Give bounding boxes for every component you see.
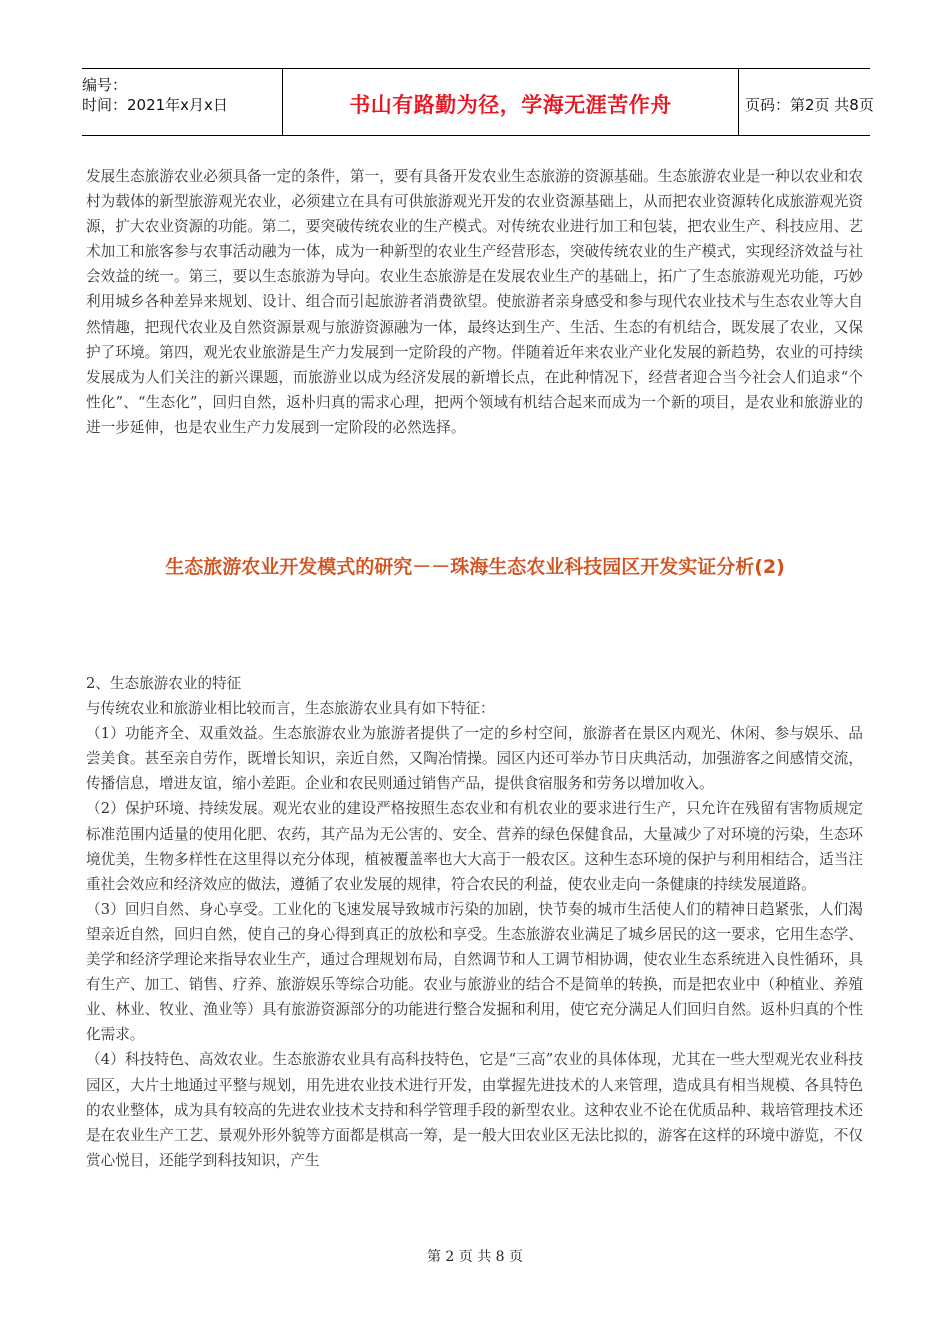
page-header [82,68,874,136]
body-section [86,671,863,1173]
section-title: 生态旅游农业开发模式的研究－－珠海生态农业科技园区开发实证分析(2) [165,556,785,578]
header-motto-cell [282,69,739,135]
page-footer: 第 2 页 共 8 页 [426,1249,524,1265]
body-heading: 2、生态旅游农业的特征 [86,675,242,692]
feature-item-4: （4）科技特色、高效农业。生态旅游农业具有高科技特色，它是“三高”农业的具体体现，尤其在一些大型观光农业科技园区，大片土地通过平整与规划，用先进农业技术进行开发，由掌握先进技术的人来管理，造成具有相当规模、各具特色的农业整体，成为具有较高的先进农业技术支持和科学管理手段的新型农业。这种农业不论在优质品种、栽培管理技术还是在农业生产工艺、景观外形外貌等方面都是棋高一筹，是一般大田农业区无法比拟的，游客在这样的环境中游览，不仅赏心悦目，还能学到科技知识，产生 [86,1051,863,1169]
feature-item-2: （2）保护环境、持续发展。观光农业的建设严格按照生态农业和有机农业的要求进行生产，只允许在残留有害物质规定标准范围内适量的使用化肥、农药，其产品为无公害的、安全、营养的绿色保健食品，大量减少了对环境的污染，生态环境优美，生物多样性在这里得以充分体现，植被覆盖率也大大高于一般农区。这种生态环境的保护与利用相结合，适当注重社会效应和经济效应的做法，遵循了农业发展的规律，符合农民的利益，使农业走向一条健康的持续发展道路。 [86,800,863,893]
motto: 书山有路勤为径，学海无涯苦作舟 [349,93,672,117]
header-meta [82,69,282,135]
date-label: 时间：2021年x月x日 [82,96,228,114]
page-label: 页码：第2页 共8页 [745,96,874,114]
feature-item-3: （3）回归自然、身心享受。工业化的飞速发展导致城市污染的加剧，快节奏的城市生活使人们的精神日趋紧张，人们渴望亲近自然，回归自然，使自己的身心得到真正的放松和享受。生态旅游农业满足了城乡居民的这一要求，它用生态学、美学和经济学理论来指导农业生产，通过合理规划布局，自然调节和人工调节相协调，使农业生态系统进入良性循环，具有生产、加工、销售、疗养、旅游娱乐等综合功能。农业与旅游业的结合不是简单的转换，而是把农业中（种植业、养殖业、林业、牧业、渔业等）具有旅游资源部分的功能进行整合发掘和利用，使它充分满足人们回归自然。返朴归真的个性化需求。 [86,900,863,1044]
feature-item-1: （1）功能齐全、双重效益。生态旅游农业为旅游者提供了一定的乡村空间，旅游者在景区内观光、休闲、参与娱乐、品尝美食。甚至亲自劳作，既增长知识，亲近自然，又陶冶情操。园区内还可举办节日庆典活动，加强游客之间感情交流，传播信息，增进友谊，缩小差距。企业和农民则通过销售产品，提供食宿服务和劳务以增加收入。 [86,725,863,793]
body-lead: 与传统农业和旅游业相比较而言，生态旅游农业具有如下特征： [86,700,495,718]
intro-paragraph: 发展生态旅游农业必须具备一定的条件，第一，要有具备开发农业生态旅游的资源基础。生态旅游农业是一种以农业和农村为载体的新型旅游观光农业，必须建立在具有可供旅游观光开发的农业资源基础上，从而把农业资源转化成旅游观光资源，扩大农业资源的功能。第二，要突破传统农业的生产模式。对传统农业进行加工和包装，把农业生产、科技应用、艺术加工和旅客参与农事活动融为一体，成为一种新型的农业生产经营形态，突破传统农业的生产模式，实现经济效益与社会效益的统一。第三，要以生态旅游为导向。农业生态旅游是在发展农业生产的基础上，拓广了生态旅游观光功能，巧妙利用城乡各种差异来规划、设计、组合而引起旅游者消费欲望。使旅游者亲身感受和参与现代农业技术与生态农业等大自然情趣，把现代农业及自然资源景观与旅游资源融为一体，最终达到生产、生活、生态的有机结合，既发展了农业，又保护了环境。第四，观光农业旅游是生产力发展到一定阶段的产物。伴随着近年来农业产业化发展的新趋势，农业的可持续发展成为人们关注的新兴课题，而旅游业以成为经济发展的新增长点，在此种情况下，经营者迎合当今社会人们追求“个性化”、“生态化”，回归自然，返朴归真的需求心理，把两个领域有机结合起来而成为一个新的项目，是农业和旅游业的进一步延伸，也是农业生产力发展到一定阶段的必然选择。 [86,168,863,436]
header-page-cell [739,69,874,135]
number-label: 编号： [82,76,128,94]
